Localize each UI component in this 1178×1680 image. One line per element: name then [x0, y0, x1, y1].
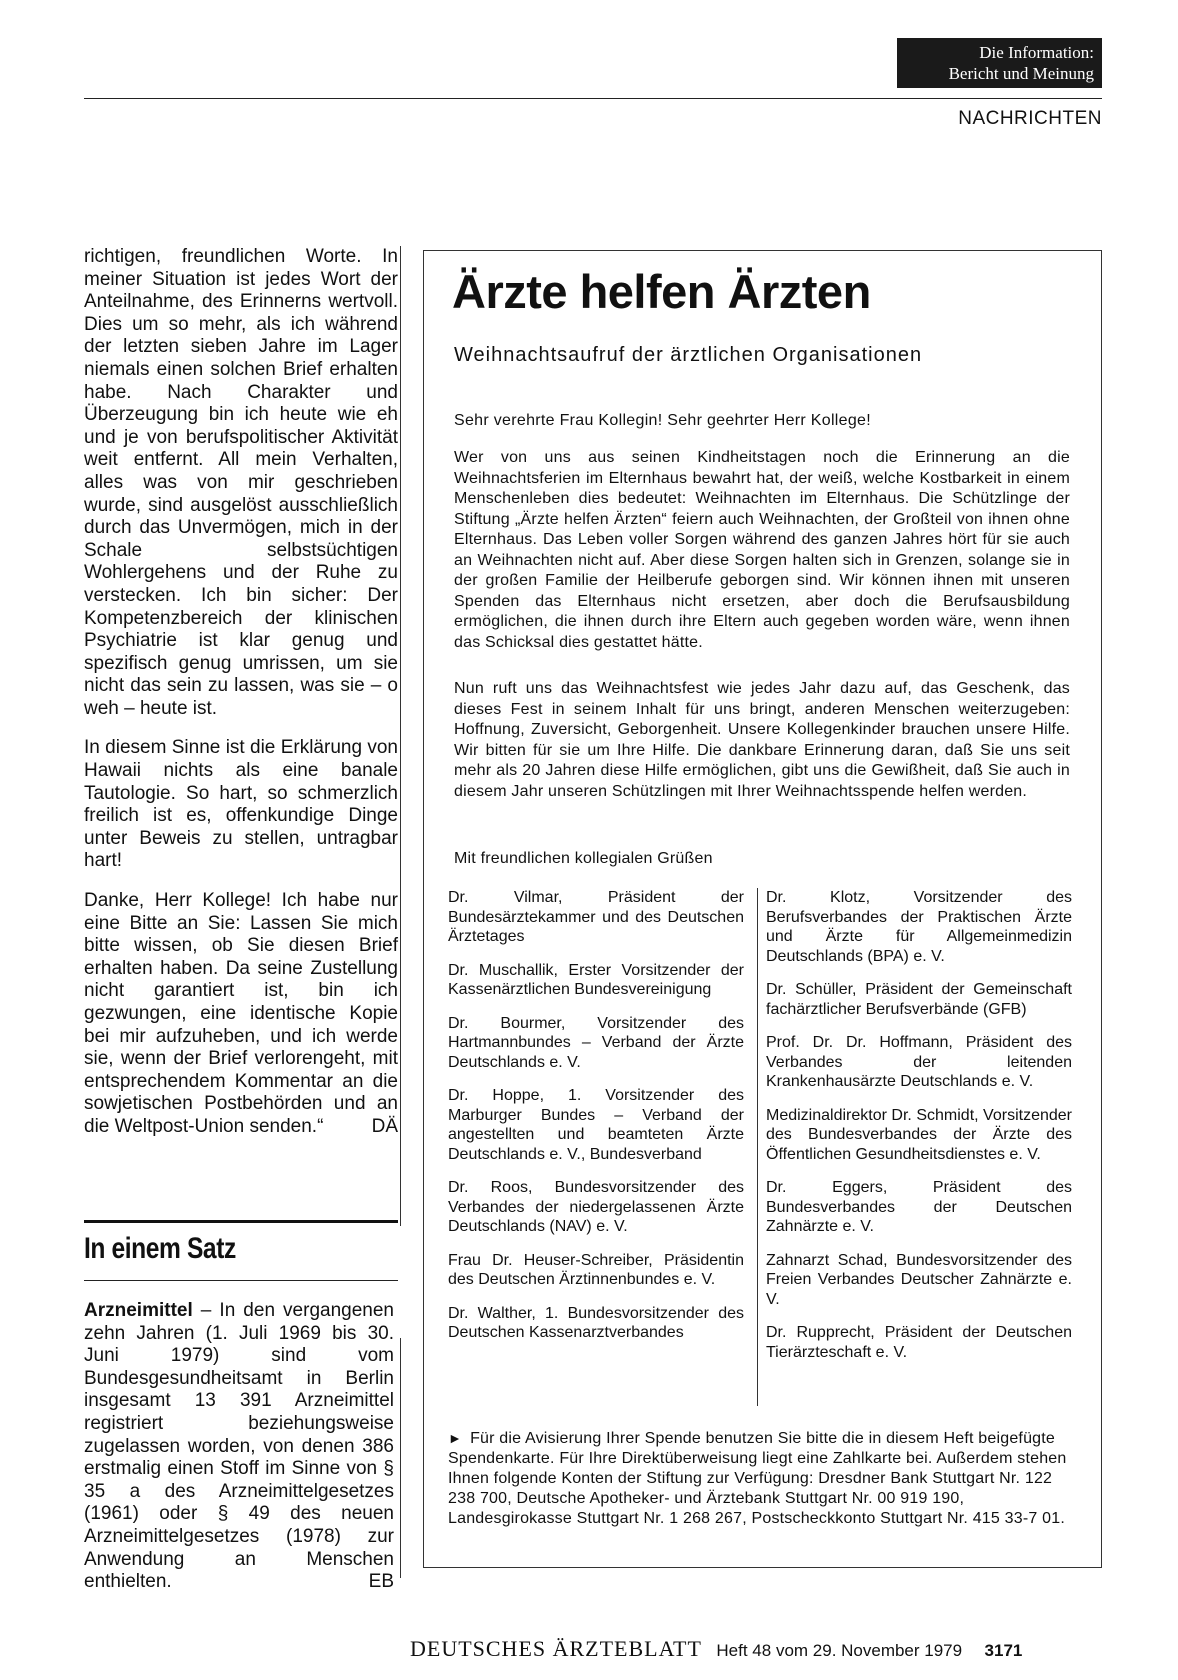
appeal-closing: Mit freundlichen kollegialen Grüßen: [454, 850, 713, 867]
column-rule: [400, 246, 401, 1226]
signatory: Dr. Bourmer, Vorsitzender des Hartmannbundes – Verband der Ärzte Deutschlands e. V.: [448, 1014, 744, 1071]
signatory: Prof. Dr. Dr. Hoffmann, Präsident des Verbandes der leitenden Krankenhausärzte Deutschlands e. V.: [766, 1034, 1072, 1090]
letter-column: [84, 246, 398, 1139]
signatory: Dr. Schüller, Präsident der Gemeinschaft fachärztlicher Berufsverbände (GFB): [766, 981, 1072, 1018]
appeal-paragraph: Wer von uns aus seinen Kindheitstagen noch die Erinnerung an die Weihnachtsferien im Elternhaus bewahrt hat, der weiß, welche Kostbarkeit in einem Menschenleben dies bedeutet: Weihnachten im Elternhaus. Die Schützlinge der Stiftung „Ärzte helfen Ärzten“ feiern auch Weihnachten, der Großteil von ihnen ohne Elternhaus. Das Leben voller Sorgen während des ganzen Jahres hört für sie auch an Weihnachten nicht auf. Aber diese Sorgen halten sich in Grenzen, solange sie in der großen Familie der Heilberufe geborgen sind. Wir können ihnen mit unseren Spenden das Elternhaus nicht ersetzen, aber doch die Berufsausbildung ermöglichen, die ihnen durch ihre Eltern auch gegeben worden wäre, wenn ihnen das Schicksal dies gestattet hätte.: [454, 449, 1070, 651]
section-label: NACHRICHTEN: [958, 108, 1102, 129]
signatory: Dr. Eggers, Präsident des Bundesverbandes der Deutschen Zahnärzte e. V.: [766, 1179, 1072, 1235]
signatory: Dr. Walther, 1. Bundesvorsitzender des Deutschen Kassenarztverbandes: [448, 1304, 744, 1341]
signatory: Dr. Hoppe, 1. Vorsitzender des Marburger Bundes – Verband der angestellten und beamteten Ärzte Deutschlands e. V., Bundesverband: [448, 1087, 744, 1163]
news-item: [84, 1300, 394, 1594]
letter-paragraph: In diesem Sinne ist die Erklärung von Hawaii nichts als eine banale Tautologie. So hart, so schmerzlich freilich ist es, offenkundige Dinge unter Beweis zu stellen, untragbar hart!: [84, 737, 398, 872]
signatory: Dr. Vilmar, Präsident der Bundesärztekammer und des Deutschen Ärztetages: [448, 889, 744, 945]
header-rule: [84, 98, 1102, 99]
section-rule-bottom: [84, 1280, 398, 1281]
section-heading: In einem Satz: [84, 1232, 236, 1265]
page-number: 3171: [984, 1641, 1023, 1660]
issue-info: Heft 48 vom 29. November 1979: [716, 1641, 963, 1660]
section-rule-top: [84, 1220, 398, 1223]
signatory: Dr. Muschallik, Erster Vorsitzender der Kassenärztlichen Bundesvereinigung: [448, 961, 744, 998]
badge-line-1: Die Information:: [979, 43, 1094, 62]
donation-note-text: Für die Avisierung Ihrer Spende benutzen Sie bitte die in diesem Heft beigefügte Spendenkarte. Für Ihre Direktüberweisung liegt eine Zahlkarte bei. Außerdem stehen Ihnen folgende Konten der Stiftung zur Verfügung: Dresdner Bank Stuttgart Nr. 122 238 700, Deutsche Apotheker- und Ärztebank Stuttgart Nr. 00 919 190, Landesgirokasse Stuttgart Nr. 1 268 267, Postscheckkonto Stuttgart Nr. 415 33-7 01.: [448, 1430, 1067, 1527]
section-badge: [897, 38, 1102, 88]
news-item-signoff: EB: [368, 1571, 394, 1593]
signatory: Dr. Klotz, Vorsitzender des Berufsverbandes der Praktischen Ärzte und Ärzte für Allgemeinmedizin Deutschlands (BPA) e. V.: [766, 889, 1072, 965]
appeal-paragraph: Nun ruft uns das Weihnachtsfest wie jedes Jahr dazu auf, das Geschenk, das dieses Fest in seinem Inhalt für uns bringt, anderen Menschen weiterzugeben: Hoffnung, Zuversicht, Geborgenheit. Unsere Kollegenkinder brauchen unsere Hilfe. Wir bitten für sie um Ihre Hilfe. Die dankbare Erinnerung daran, daß Sie uns seit mehr als 20 Jahren diese Hilfe ermöglichen, gibt uns die Gewißheit, daß Sie auch in diesem Jahr unseren Schützlingen mit Ihrer Weihnachtsspende helfen werden.: [454, 680, 1070, 800]
signatories-left: [448, 888, 744, 1357]
appeal-title: Ärzte helfen Ärzten: [452, 265, 871, 318]
signatory-divider: [757, 888, 758, 1406]
signatory: Medizinaldirektor Dr. Schmidt, Vorsitzender des Bundesverbandes der Ärzte des Öffentlichen Gesundheitsdienstes e. V.: [766, 1106, 1072, 1163]
letter-paragraph: [84, 890, 398, 1139]
signatory: Zahnarzt Schad, Bundesvorsitzender des Freien Verbandes Deutscher Zahnärzte e. V.: [766, 1251, 1072, 1308]
badge-line-2: Bericht und Meinung: [948, 64, 1094, 83]
letter-paragraph-text: Danke, Herr Kollege! Ich habe nur eine Bitte an Sie: Lassen Sie mich bitte wissen, ob Sie diesen Brief erhalten haben. Da seine Zustellung nicht garantiert ist, bin ich gezwungen, eine identische Kopie bei mir aufzuheben, und ich werde sie, wenn der Brief verlorengeht, mit entsprechendem Kommentar an die sowjetischen Postbehörden und an die Weltpost-Union senden.“: [84, 890, 398, 1137]
page-footer: [410, 1636, 1102, 1662]
signatory: Dr. Roos, Bundesvorsitzender des Verbandes der niedergelassenen Ärzte Deutschlands (NAV) e. V.: [448, 1179, 744, 1235]
arrow-right-icon: ►: [448, 1430, 463, 1446]
signatories-right: [766, 888, 1072, 1376]
signatory: Dr. Rupprecht, Präsident der Deutschen Tierärzteschaft e. V.: [766, 1324, 1072, 1361]
column-rule: [400, 1338, 401, 1578]
news-item-lead: Arzneimittel: [84, 1300, 193, 1321]
letter-paragraph: richtigen, freundlichen Worte. In meiner Situation ist jedes Wort der Anteilnahme, des Erinnerns wertvoll. Dies um so mehr, als ich während der letzten sieben Jahre im Lager niemals einen solchen Brief erhalten habe. Nach Charakter und Überzeugung bin ich heute wie eh und je von berufspolitischer Aktivität weit entfernt. All mein Verhalten, alles was von mir geschrieben wurde, sind ausgelöst ausschließlich durch das Unvermögen, mich in der Schale selbstsüchtigen Wohlergehens und der Ruhe zu verstecken. Ich bin sicher: Der Kompetenzbereich der klinischen Psychiatrie ist klar genug und spezifisch genug umrissen, um sie nicht das sein zu lassen, was sie – o weh – heute ist.: [84, 246, 398, 719]
appeal-subtitle: Weihnachtsaufruf der ärztlichen Organisationen: [454, 344, 923, 366]
news-item-text: – In den vergangenen zehn Jahren (1. Juli 1969 bis 30. Juni 1979) sind vom Bundesgesundheitsamt in Berlin insgesamt 13 391 Arzneimittel registriert beziehungsweise zugelassen worden, von denen 386 erstmalig einen Stoff im Sinne von § 35 a des Arzneimittelgesetzes (1961) oder § 49 des neuen Arzneimittelgesetzes (1978) zur Anwendung an Menschen enthielten.: [84, 1300, 394, 1593]
letter-signoff: DÄ: [371, 1115, 398, 1137]
appeal-salutation: Sehr verehrte Frau Kollegin! Sehr geehrter Herr Kollege!: [454, 412, 872, 429]
signatory: Frau Dr. Heuser-Schreiber, Präsidentin des Deutschen Ärztinnenbundes e. V.: [448, 1251, 744, 1288]
journal-name: DEUTSCHES ÄRZTEBLATT: [410, 1636, 702, 1661]
donation-note: [448, 1428, 1072, 1529]
